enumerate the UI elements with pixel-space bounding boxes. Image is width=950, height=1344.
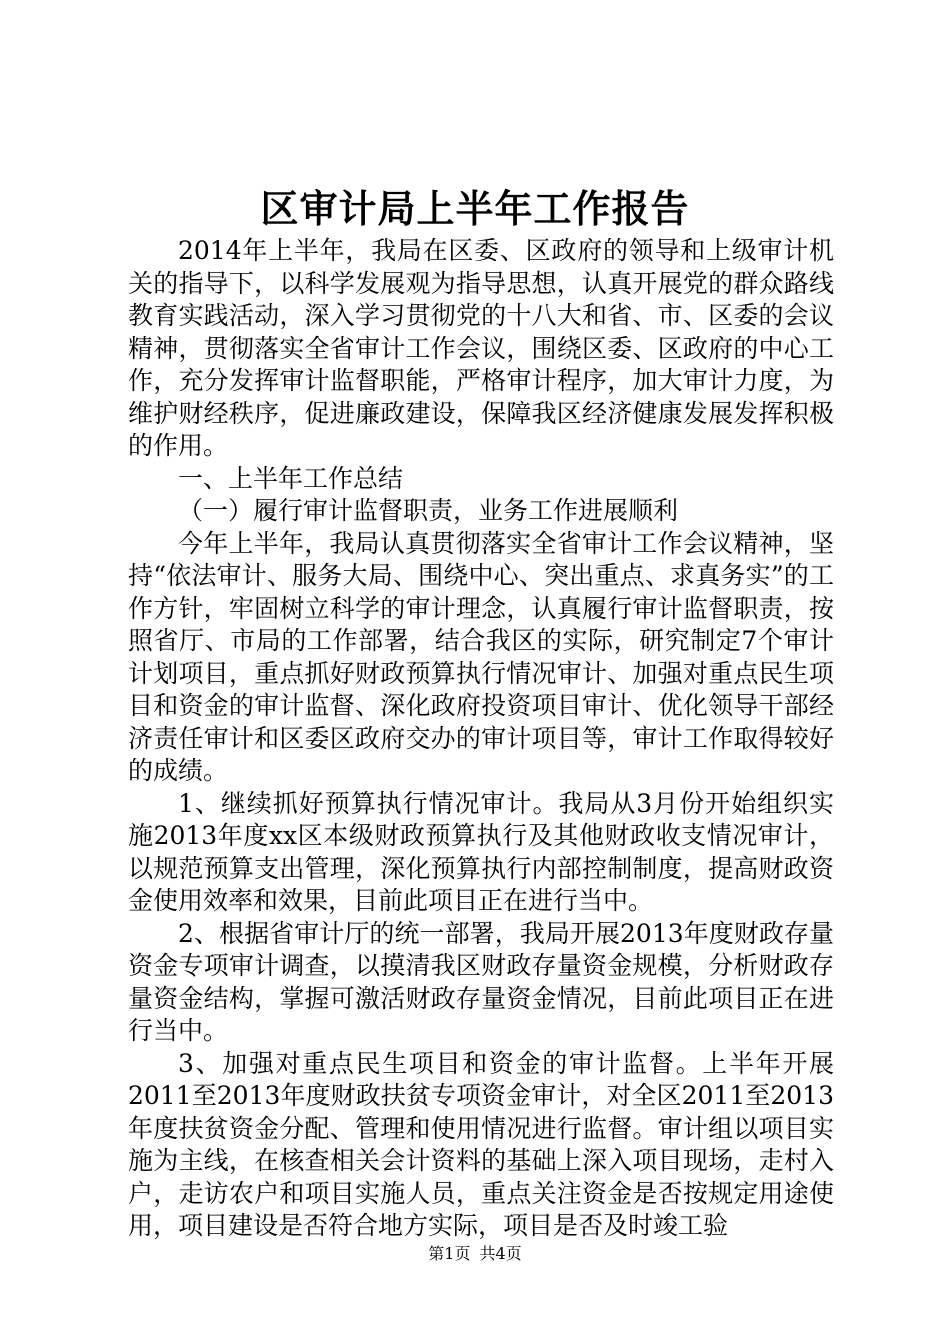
paragraph-item-1: 1、继续抓好预算执行情况审计。我局从3月份开始组织实施2013年度xx区本级财政预算执行及其他财政收支情况审计，以规范预算支出管理，深化预算执行内部控制制度，提高财政资金使用效率和效果，目前此项目正在进行当中。: [128, 788, 834, 915]
paragraph-summary: 今年上半年，我局认真贯彻落实全省审计工作会议精神，坚持“依法审计、服务大局、围绕中心、突出重点、求真务实”的工作方针，牢固树立科学的审计理念，认真履行审计监督职责，按照省厅、市局的工作部署，结合我区的实际，研究制定7个审计计划项目，重点抓好财政预算执行情况审计、加强对重点民生项目和资金的审计监督、深化政府投资项目审计、优化领导干部经济责任审计和区委区政府交办的审计项目等，审计工作取得较好的成绩。: [128, 528, 834, 785]
page-total: 共4页: [479, 1244, 522, 1263]
paragraph-item-3: 3、加强对重点民生项目和资金的审计监督。上半年开展2011至2013年度财政扶贫专项资金审计，对全区2011至2013年度扶贫资金分配、管理和使用情况进行监督。审计组以项目实施为主线，在核查相关会计资料的基础上深入项目现场，走村入户，走访农户和项目实施人员，重点关注资金是否按规定用途使用，项目建设是否符合地方实际，项目是否及时竣工验: [128, 1048, 834, 1240]
page-number: 第1页: [428, 1244, 471, 1263]
paragraph-intro: 2014年上半年，我局在区委、区政府的领导和上级审计机关的指导下，以科学发展观为指导思想，认真开展党的群众路线教育实践活动，深入学习贯彻党的十八大和省、市、区委的会议精神，贯彻落实全省审计工作会议，围绕区委、区政府的中心工作，充分发挥审计监督职能，严格审计程序，加大审计力度，为维护财经秩序，促进廉政建设，保障我区经济健康发展发挥积极的作用。: [128, 236, 834, 460]
document-title: 区审计局上半年工作报告: [260, 186, 690, 231]
document-body: [128, 235, 834, 1243]
section-heading: 一、上半年工作总结: [178, 463, 404, 493]
paragraph-item-2: 2、根据省审计厅的统一部署，我局开展2013年度财政存量资金专项审计调查，以摸清我区财政存量资金规模，分析财政存量资金结构，掌握可激活财政存量资金情况，目前此项目正在进行当中。: [128, 918, 834, 1045]
page-footer: [0, 1244, 950, 1264]
subsection-heading: （一）履行审计监督职责，业务工作进展顺利: [178, 496, 679, 525]
